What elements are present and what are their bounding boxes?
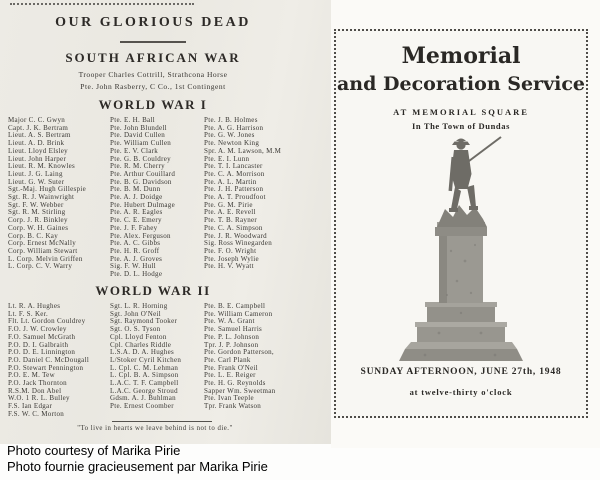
- name-entry: Pte. T. I. Lancaster: [204, 162, 263, 171]
- name-entry: Pte. Ernest Coomber: [110, 402, 174, 411]
- name-entry: Pte. P. L. Johnson: [204, 332, 260, 341]
- ww2-column-3: [204, 303, 328, 411]
- name-entry: Corp. J. R. Binkley: [8, 216, 68, 225]
- name-entry: L. Corp. C. V. Warry: [8, 262, 73, 271]
- name-entry: Pte. B. M. Dunn: [110, 185, 161, 194]
- photo-captions: [7, 443, 268, 475]
- ww2-column-2: [110, 303, 203, 411]
- name-entry: Major C. C. Gwyn: [8, 116, 66, 124]
- name-entry: Pte. Alex. Ferguson: [110, 231, 171, 240]
- name-entry: Pte. D. L. Hodge: [110, 270, 163, 279]
- name-entry: Pte. Samuel Harris: [204, 325, 263, 334]
- name-entry: Pte. L. E. Reiger: [204, 371, 256, 380]
- name-entry: Lieut. J. G. Laing: [8, 169, 63, 178]
- name-entry: Lieut. John Harper: [8, 154, 67, 163]
- name-entry: P.O. Jack Thornton: [8, 379, 67, 388]
- world-war-1-heading: WORLD WAR I: [98, 97, 208, 112]
- name-entry: L.A.C. George Stroud: [110, 386, 178, 395]
- name-entry: L. Cpl. B. A. Simpson: [110, 371, 179, 380]
- name-entry: Tpr. Frank Watson: [204, 402, 262, 411]
- name-entry: L/Stoker Cyril Kitchen: [110, 355, 182, 364]
- name-entry: Pte. J. H. Patterson: [204, 185, 264, 194]
- page-edge-dotted-line: [10, 3, 194, 5]
- name-entry: Lt. F. S. Ker.: [8, 309, 49, 318]
- name-entry: Pte. W. A. Grant: [204, 317, 255, 326]
- name-entry: Pte. G. M. Pirie: [204, 200, 253, 209]
- soldier-monument-image: [395, 135, 527, 368]
- name-entry: Pte. C. E. Emery: [110, 216, 162, 225]
- ww1-column-3: [204, 117, 328, 271]
- name-entry: Sgt. O. S. Tyson: [110, 325, 161, 334]
- name-entry: P.O. D. I. Galbraith: [8, 340, 69, 349]
- name-entry: Lieut. R. M. Knowles: [8, 162, 76, 171]
- name-entry: Corp. W. H. Gaines: [8, 223, 69, 232]
- name-entry: Pte. A. L. Martin: [204, 177, 257, 186]
- name-entry: Pte. Newton King: [204, 139, 260, 148]
- name-entry: P.O. E. M. Tew: [8, 371, 55, 380]
- name-entry: Sapper Wm. Sweetman: [204, 386, 276, 395]
- service-date: SUNDAY AFTERNOON, JUNE 27th, 1948: [360, 367, 562, 377]
- ww1-column-1: [8, 117, 108, 271]
- name-entry: Cpl. Charles Riddle: [110, 340, 172, 349]
- program-location-line2: In The Town of Dundas: [412, 121, 510, 131]
- name-entry: Pte. A. T. Proudfoot: [204, 193, 266, 202]
- name-entry: Pte. J. F. Fahey: [110, 223, 158, 232]
- name-entry: Pte. B. G. Davidson: [110, 177, 172, 186]
- name-entry: Trooper Charles Cottrill, Strathcona Horse: [78, 70, 228, 79]
- name-entry: Sgt.-Maj. Hugh Gillespie: [8, 185, 86, 194]
- name-entry: Pte. B. E. Campbell: [204, 302, 266, 310]
- name-entry: Sgt. R. J. Wainwright: [8, 193, 75, 202]
- name-entry: L. Cpl. C. M. Lehman: [110, 363, 179, 372]
- name-entry: Pte. H. R. Groff: [110, 246, 160, 255]
- name-entry: Corp. Ernest McNally: [8, 239, 77, 248]
- name-entry: Pte. A. R. Eagles: [110, 208, 163, 217]
- ww1-column-2: [110, 117, 203, 279]
- name-entry: Pte. A. J. Groves: [110, 254, 163, 263]
- name-entry: Pte. C. A. Morrison: [204, 169, 265, 178]
- name-entry: Gdsm. A. J. Buhlman: [110, 394, 176, 403]
- name-entry: Pte. John Rasberry, C Co., 1st Contingent: [80, 82, 226, 91]
- south-african-war-names: [0, 69, 306, 93]
- name-entry: Pte. A. C. Gibbs: [110, 239, 161, 248]
- name-entry: Corp. William Stewart: [8, 246, 78, 255]
- program-cover: [334, 29, 588, 418]
- name-entry: Pte. A. J. Doidge: [110, 193, 163, 202]
- name-entry: Pte. T. B. Rayner: [204, 216, 258, 225]
- name-entry: Pte. Arthur Couillard: [110, 169, 176, 178]
- name-entry: Pte. Joseph Wylie: [204, 254, 259, 263]
- name-entry: Pte. J. R. Woodward: [204, 231, 267, 240]
- name-entry: Lieut. G. W. Suter: [8, 177, 65, 186]
- name-entry: Cpl. Lloyd Fenton: [110, 332, 167, 341]
- name-entry: Flt. Lt. Gordon Couldrey: [8, 317, 86, 326]
- world-war-2-heading: WORLD WAR II: [95, 283, 211, 298]
- name-entry: Pte. H. G. Reynolds: [204, 379, 266, 388]
- name-entry: Pte. Carl Plank: [204, 355, 251, 364]
- name-entry: Pte. Gordon Patterson,: [204, 348, 274, 357]
- name-entry: Sgt. L. R. Horning: [110, 302, 168, 310]
- name-entry: Corp. B. C. Kay: [8, 231, 58, 240]
- name-entry: Lieut. Lloyd Elsley: [8, 146, 68, 155]
- name-entry: Tpr. J. P. Johnson: [204, 340, 259, 349]
- quote-divider: [112, 421, 212, 422]
- right-page: [331, 0, 600, 448]
- name-entry: Lt. R. A. Hughes: [8, 302, 61, 310]
- service-time: at twelve-thirty o'clock: [409, 387, 513, 397]
- name-entry: P.O. Stewart Pennington: [8, 363, 84, 372]
- name-entry: F.S. Ian Edgar: [8, 402, 53, 411]
- name-entry: Pte. Hubert Dulmage: [110, 200, 175, 209]
- name-entry: Capt. J. K. Bertram: [8, 123, 69, 132]
- name-entry: Pte. H. V. Wyatt: [204, 262, 254, 271]
- name-entry: Lieut. A. D. Brink: [8, 139, 65, 148]
- name-entry: F.O. J. W. Crowley: [8, 325, 67, 334]
- name-entry: Pte. John Blundell: [110, 123, 167, 132]
- name-entry: F.O. Samuel McGrath: [8, 332, 76, 341]
- ww2-column-1: [8, 303, 108, 419]
- name-entry: Sgt. John O'Neil: [110, 309, 161, 318]
- program-location-line1: AT MEMORIAL SQUARE: [393, 107, 529, 117]
- name-entry: Pte. A. G. Harrison: [204, 123, 264, 132]
- program-title-line1: Memorial: [401, 43, 521, 69]
- name-entry: Pte. F. O. Wright: [204, 246, 257, 255]
- photo-caption-english: Photo courtesy of Marika Pirie: [7, 443, 181, 458]
- name-entry: Pte. C. A. Simpson: [204, 223, 263, 232]
- name-entry: Sig. F. W. Hull: [110, 262, 156, 271]
- name-entry: Pte. Frank O'Neil: [204, 363, 258, 372]
- name-entry: Pte. A. E. Revell: [204, 208, 256, 217]
- title-divider: [120, 41, 186, 43]
- name-entry: Pte. E. V. Clark: [110, 146, 159, 155]
- program-title-line2: and Decoration Service: [337, 73, 585, 95]
- name-entry: Sgt. F. W. Webber: [8, 200, 64, 209]
- name-entry: P.O. Daniel C. McDougall: [8, 355, 90, 364]
- name-entry: L. Corp. Melvin Griffen: [8, 254, 83, 263]
- name-entry: Pte. William Cullen: [110, 139, 172, 148]
- name-entry: Pte. R. M. Cherry: [110, 162, 165, 171]
- name-entry: Sgt. Raymond Tooker: [110, 317, 178, 326]
- name-entry: Spr. A. M. Lawson, M.M: [204, 146, 282, 155]
- name-entry: Lieut. A. S. Bertram: [8, 131, 71, 140]
- page-title: OUR GLORIOUS DEAD: [55, 15, 251, 30]
- name-entry: Sgt. R. M. Stirling: [8, 208, 66, 217]
- name-entry: Pte. E. H. Ball: [110, 116, 155, 124]
- photo-caption-french: Photo fournie gracieusement par Marika Pirie: [7, 459, 268, 474]
- name-entry: Pte. G. B. Couldrey: [110, 154, 171, 163]
- name-entry: Pte. David Cullen: [110, 131, 166, 140]
- name-entry: Pte. E. I. Lunn: [204, 154, 250, 163]
- name-entry: Sig. Ross Winegarden: [204, 239, 273, 248]
- name-entry: P.O. D. E. Linnington: [8, 348, 76, 357]
- memorial-quote: "To live in hearts we leave behind is not to die.": [77, 425, 233, 432]
- name-entry: Pte. G. W. Jones: [204, 131, 255, 140]
- name-entry: R.S.M. Don Abel: [8, 386, 62, 395]
- south-african-war-heading: SOUTH AFRICAN WAR: [65, 50, 241, 65]
- name-entry: Pte. Ivan Teeple: [204, 394, 254, 403]
- name-entry: Pte. J. B. Holmes: [204, 116, 258, 124]
- name-entry: F.S. W. C. Morton: [8, 409, 65, 418]
- name-entry: L.A.C. T. F. Campbell: [110, 379, 179, 388]
- name-entry: L.S.A. D. A. Hughes: [110, 348, 175, 357]
- name-entry: W.O. 1 R. L. Bulley: [8, 394, 70, 403]
- name-entry: Pte. William Cameron: [204, 309, 273, 318]
